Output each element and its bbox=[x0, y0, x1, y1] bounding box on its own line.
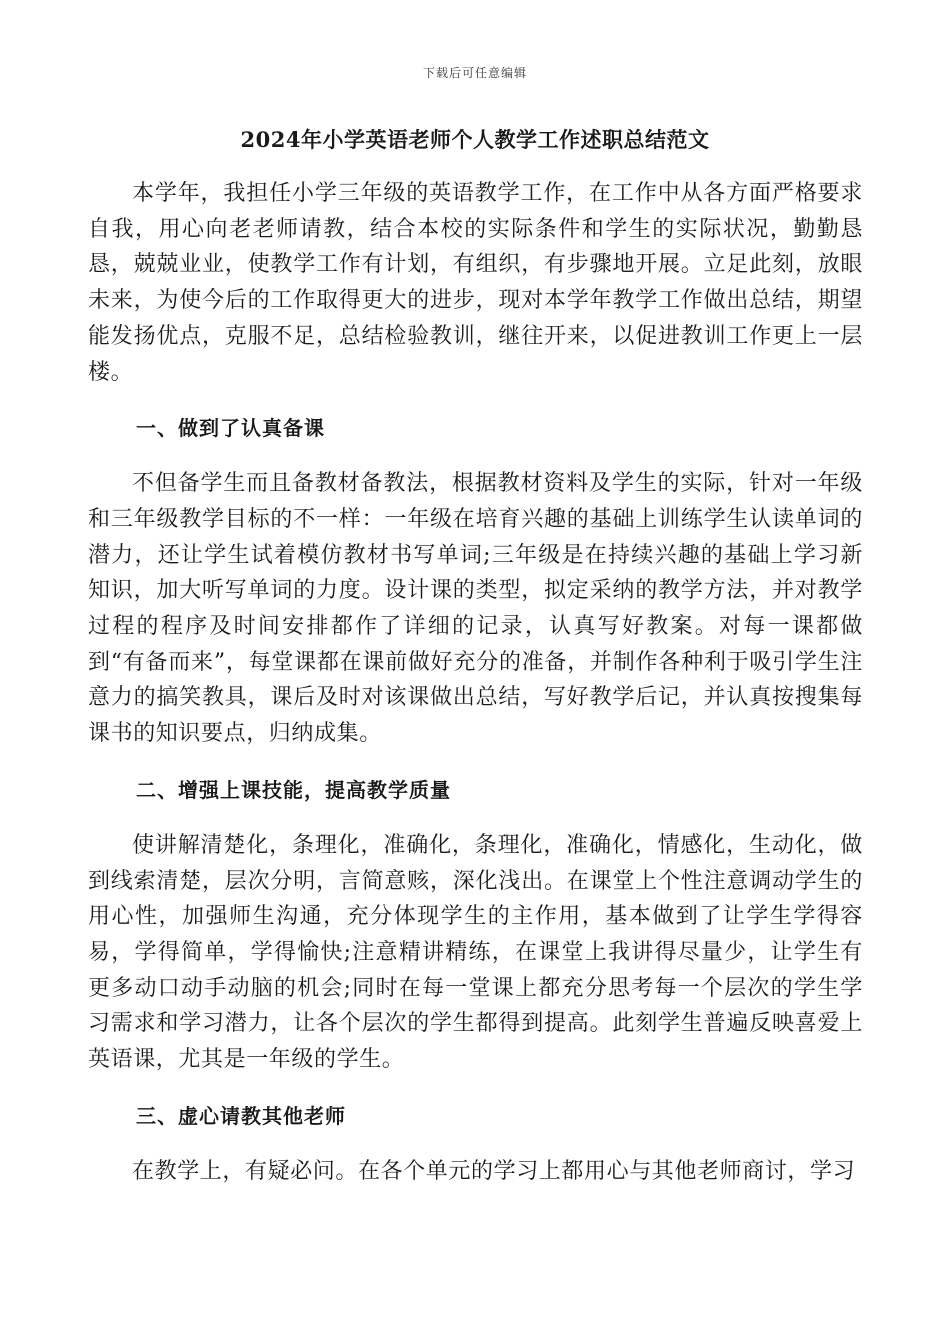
section-heading-2: 二、增强上课技能，提高教学质量 bbox=[136, 777, 451, 802]
section-paragraph-1: 不但备学生而且备教材备教法，根据教材资料及学生的实际，针对一年级和三年级教学目标的不一样：一年级在培育兴趣的基础上训练学生认读单词的潜力，还让学生试着模仿教材书写单词;三年级是在持续兴趣的基础上学习新知识，加大听写单词的力度。设计课的类型，拟定采纳的教学方法，并对教学过程的程序及时间安排都作了详细的记录，认真写好教案。对每一课都做到“有备而来”，每堂课都在课前做好充分的准备，并制作各种利于吸引学生注意力的搞笑教具，课后及时对该课做出总结，写好教学后记，并认真按搜集每课书的知识要点，归纳成集。 bbox=[88, 471, 863, 747]
intro-paragraph: 本学年，我担任小学三年级的英语教学工作，在工作中从各方面严格要求自我，用心向老老师请教，结合本校的实际条件和学生的实际状况，勤勤恳恳，兢兢业业，使教学工作有计划，有组织，有步骤地开展。立足此刻，放眼未来，为使今后的工作取得更大的进步，现对本学年教学工作做出总结，期望能发扬优点，克服不足，总结检验教训，继往开来，以促进教训工作更上一层楼。 bbox=[88, 181, 863, 385]
section-paragraph-3: 在教学上，有疑必问。在各个单元的学习上都用心与其他老师商讨，学习 bbox=[132, 1158, 856, 1184]
section-paragraph-2: 使讲解清楚化，条理化，准确化，条理化，准确化，情感化，生动化，做到线索清楚，层次分明，言简意赅，深化浅出。在课堂上个性注意调动学生的用心性，加强师生沟通，充分体现学生的主作用，基本做到了让学生学得容易，学得简单，学得愉快;注意精讲精练，在课堂上我讲得尽量少，让学生有更多动口动手动脑的机会;同时在每一堂课上都充分思考每一个层次的学生学习需求和学习潜力，让各个层次的学生都得到提高。此刻学生普遍反映喜爱上英语课，尤其是一年级的学生。 bbox=[88, 832, 863, 1073]
document-body bbox=[88, 176, 863, 1189]
header-note: 下载后可任意编辑 bbox=[422, 66, 527, 80]
section-heading-3: 三、虚心请教其他老师 bbox=[136, 1103, 346, 1128]
document-title: 2024年小学英语老师个人教学工作述职总结范文 bbox=[240, 127, 710, 152]
section-heading-1: 一、做到了认真备课 bbox=[136, 416, 325, 441]
